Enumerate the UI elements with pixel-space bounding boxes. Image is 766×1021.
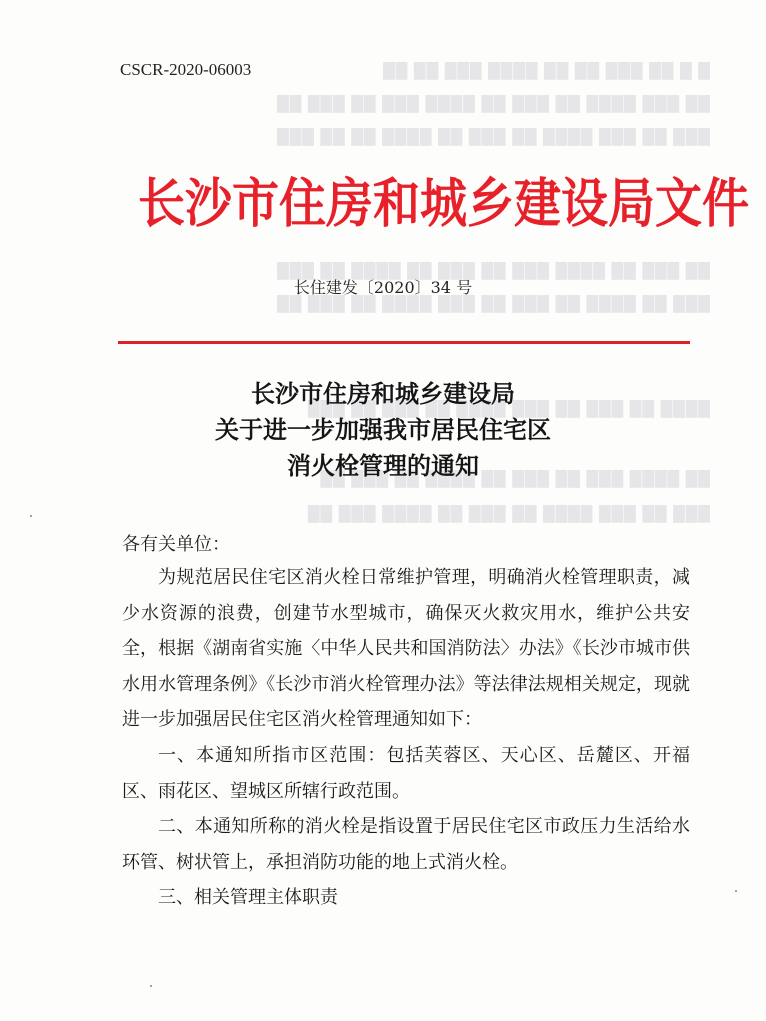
red-divider-line — [118, 341, 690, 344]
bleed-through-text: ██ ████ ███ ██ ███ ██ ████ ██ ███ ██ — [319, 470, 710, 488]
scan-speck — [150, 985, 152, 987]
title-line-2: 关于进一步加强我市居民住宅区 — [215, 416, 551, 444]
bleed-through-text: ███ ██ ████ ██ ███ ██ ███ ████ ██ ███ ██ — [276, 295, 710, 313]
paragraph-scope: 一、本通知所指市区范围：包括芙蓉区、天心区、岳麓区、开福区、雨花区、望城区所辖行政范围。 — [122, 745, 690, 802]
title-line-3: 消火栓管理的通知 — [287, 452, 479, 480]
title-line-1: 长沙市住房和城乡建设局 — [251, 380, 515, 408]
paragraph-definition: 二、本通知所称的消火栓是指设置于居民住宅区市政压力生活给水环管、树状管上，承担消防功能的地上式消火栓。 — [122, 816, 690, 873]
paragraph-intro: 为规范居民住宅区消火栓日常维护管理，明确消火栓管理职责，减少水资源的浪费，创建节水型城市，确保灭火救灾用水，维护公共安全，根据《湖南省实施〈中华人民共和国消防法〉办法》《长沙市城市供水用水管理条例》《长沙市消火栓管理办法》等法律法规相关规定，现就进一步加强居民住宅区消火栓管理通知如下： — [122, 567, 690, 730]
bleed-through-text: ████ ██ ███ ██ ███ ████ ██ ███ ██ ███ — [307, 400, 710, 418]
document-number: 长住建发〔2020〕34 号 — [293, 278, 473, 297]
paragraph-responsibilities: 三、相关管理主体职责 — [158, 887, 338, 908]
bleed-through-text: ███ ██ ███ ████ ██ ███ ██ ████ ██ ██ ███ — [276, 128, 710, 146]
document-code: CSCR-2020-06003 — [120, 60, 252, 79]
addressee: 各有关单位： — [122, 534, 230, 555]
bleed-through-text: ██ ███ ████ ██ ███ ██ ████ ███ ██ ███ ██ — [276, 95, 710, 113]
scan-speck — [735, 890, 737, 892]
bleed-through-text: █ █ ██ ███ ██ ██ ████ ███ ██ ██ — [382, 62, 710, 80]
bleed-through-text: ███ ██ ███ ████ ██ ███ ██ ████ ███ ██ — [307, 505, 710, 523]
bleed-through-text: ██ ███ ██ ████ ███ ██ ███ ██ ████ ██ ███ — [276, 262, 710, 280]
scan-speck — [30, 515, 32, 517]
document-header: 长沙市住房和城乡建设局文件 — [138, 173, 749, 235]
